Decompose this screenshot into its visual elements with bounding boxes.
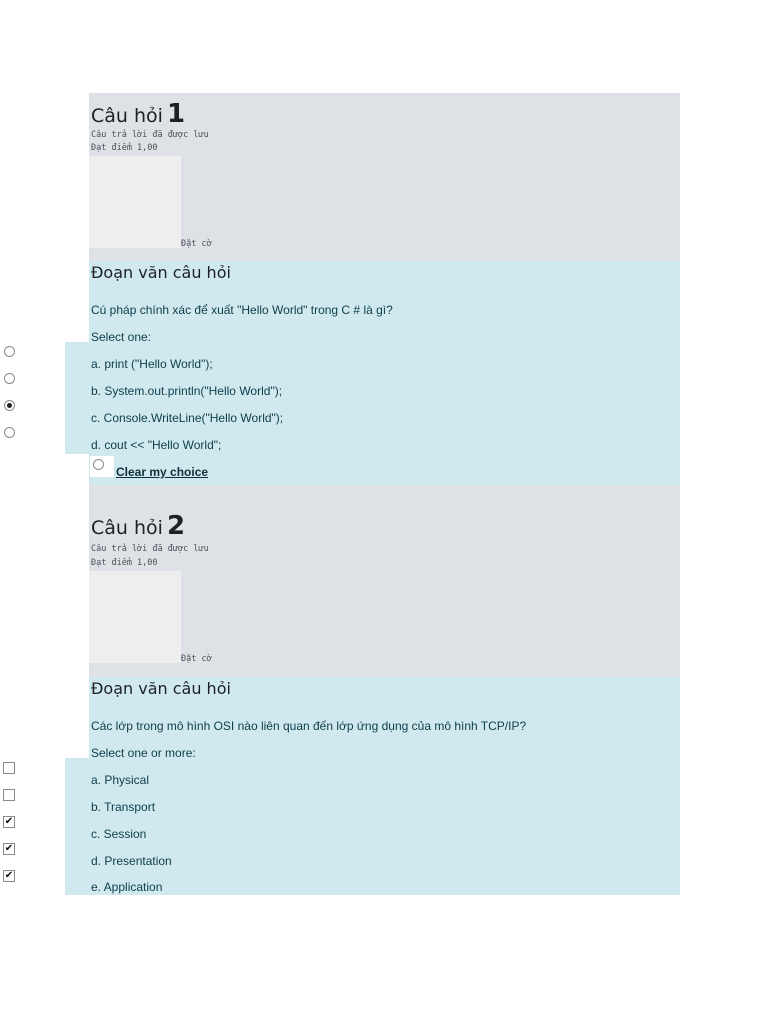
flag-area [89, 571, 181, 663]
question-text: Cú pháp chính xác để xuất "Hello World" trong C # là gì? [91, 303, 393, 317]
checkbox-a[interactable] [3, 762, 15, 774]
answer-option-d[interactable] [0, 842, 24, 866]
question-label: Câu hỏi [91, 517, 163, 539]
question-label: Câu hỏi [91, 105, 163, 127]
answer-prompt: Select one or more: [91, 746, 196, 760]
radio-c[interactable] [4, 400, 15, 411]
answer-option-a[interactable] [0, 761, 24, 785]
question-1-number [91, 99, 185, 129]
answer-option-d-label[interactable]: d. cout << "Hello World"; [91, 438, 222, 452]
flag-question-link[interactable]: Đặt cờ [181, 239, 212, 249]
radio-b[interactable] [4, 373, 15, 384]
question-1-content [89, 261, 680, 485]
answer-option-d-label[interactable]: d. Presentation [91, 854, 172, 868]
radio-d[interactable] [4, 427, 15, 438]
answer-option-a-label[interactable]: a. Physical [91, 773, 150, 787]
checkbox-e[interactable]: ✔ [4, 870, 14, 881]
answer-option-c-label[interactable]: c. Console.WriteLine("Hello World"); [91, 411, 284, 425]
checkbox-d[interactable]: ✔ [4, 843, 14, 854]
question-status: Câu trả lời đã được lưu [91, 544, 209, 554]
answer-option-a-label[interactable]: a. print ("Hello World"); [91, 357, 213, 371]
checkbox-b[interactable] [3, 789, 15, 801]
flag-question-link[interactable]: Đặt cờ [181, 654, 212, 664]
clear-choice-radio-area[interactable] [90, 456, 114, 477]
question-text: Các lớp trong mô hình OSI nào liên quan đến lớp ứng dụng của mô hình TCP/IP? [91, 719, 527, 733]
question-2-content [89, 677, 680, 895]
question-number: 1 [166, 99, 186, 129]
answer-prompt: Select one: [91, 330, 152, 344]
checkbox-c[interactable]: ✔ [4, 816, 14, 827]
question-status: Câu trả lời đã được lưu [91, 130, 209, 140]
question-mark: Đạt điểm 1,00 [91, 558, 158, 568]
question-2-control-strip [65, 758, 89, 895]
question-text-heading: Đoạn văn câu hỏi [91, 263, 231, 282]
flag-area [89, 156, 181, 248]
answer-option-c[interactable] [0, 399, 24, 423]
clear-my-choice-link[interactable]: Clear my choice [116, 465, 209, 479]
question-2-info [89, 485, 680, 677]
answer-option-e[interactable] [0, 869, 24, 893]
question-1-info [89, 93, 680, 261]
radio-a[interactable] [4, 346, 15, 357]
answer-option-c[interactable] [0, 815, 24, 839]
clear-choice-radio[interactable] [93, 459, 104, 470]
question-2-number [91, 511, 185, 541]
question-number: 2 [166, 511, 186, 541]
answer-option-b-label[interactable]: b. System.out.println("Hello World"); [91, 384, 283, 398]
answer-option-a[interactable] [0, 345, 24, 369]
answer-option-e-label[interactable]: e. Application [91, 880, 163, 894]
answer-option-b-label[interactable]: b. Transport [91, 800, 156, 814]
answer-option-b[interactable] [0, 788, 24, 812]
question-mark: Đạt điểm 1,00 [91, 143, 158, 153]
answer-option-c-label[interactable]: c. Session [91, 827, 147, 841]
question-text-heading: Đoạn văn câu hỏi [91, 679, 231, 698]
answer-option-d[interactable] [0, 426, 24, 450]
question-1-control-strip [65, 342, 89, 454]
answer-option-b[interactable] [0, 372, 24, 396]
